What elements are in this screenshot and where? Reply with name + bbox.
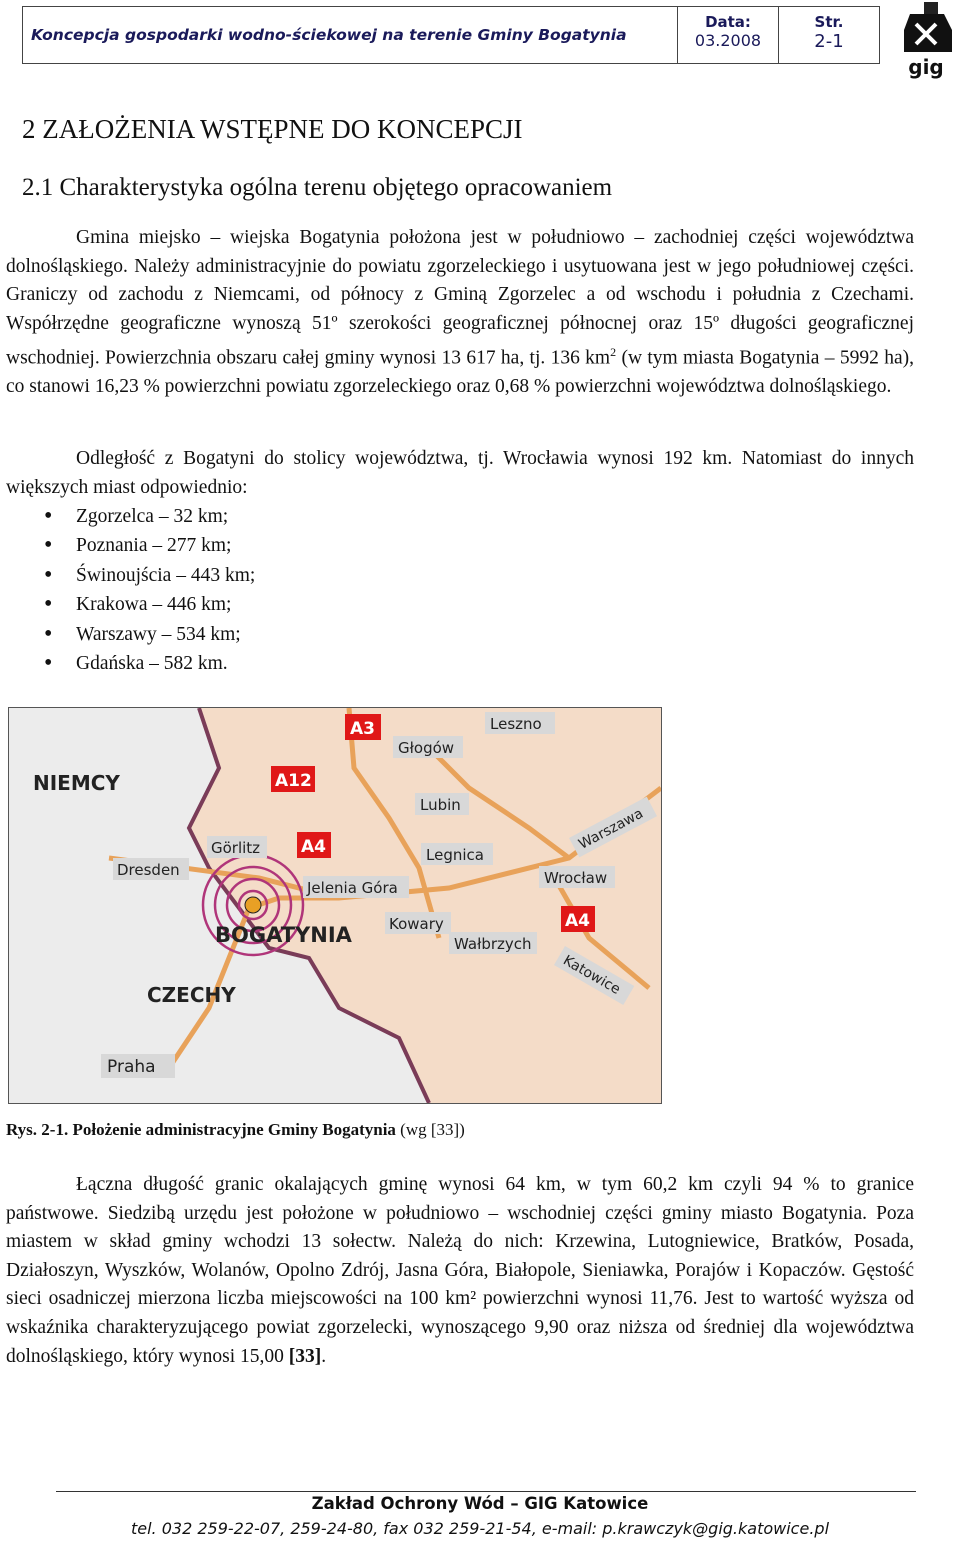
footer-organization: Zakład Ochrony Wód – GIG Katowice xyxy=(311,1494,649,1513)
label-lubin: Lubin xyxy=(420,796,461,814)
page-header xyxy=(22,6,880,64)
date-value: 03.2008 xyxy=(694,31,762,50)
para2-text: Odległość z Bogatyni do stolicy województwa, tj. Wrocławia wynosi 192 km. Natomiast do innych większych miast odpowiednio: xyxy=(6,448,914,498)
section-heading: 2.1 Charakterystyka ogólna terenu objętego opracowaniem xyxy=(22,174,613,201)
road-badge-a4-east: A4 xyxy=(565,911,590,931)
para3-text: Łączna długość granic okalających gminę wynosi 64 km, w tym 60,2 km czyli 94 % to granice państwowe. Siedzibą urzędu jest położone w południowo – wschodniej części gminy miasto Bogatynia. Poza miastem w skład gminy wchodzi 13 sołectw. Należą do nich: Krzewina, Lutogniewice, Bratków, Posada, Działoszyn, Wyszków, Wolanów, Opolno Zdrój, Jasna Góra, Białopole, Sieniawka, Porajów i Kopaczów. Gęstość sieci osadniczej mierzona liczba miejscowości na 100 km² powierzchni wynosi 11,76. Jest to wartość wyższa od wskaźnika charakteryzującego powiat zgorzelecki, wynoszącego 9,90 oraz niższa od średniej dla województwa dolnośląskiego, który wynosi 15,00 xyxy=(6,1174,914,1367)
page-number: 2-1 xyxy=(814,31,844,52)
page-label: Str. xyxy=(814,13,844,31)
figure-caption xyxy=(6,1120,465,1140)
label-praha: Praha xyxy=(107,1057,156,1077)
label-bogatynia: BOGATYNIA xyxy=(215,923,352,947)
road-badge-a12: A12 xyxy=(275,771,312,791)
label-germany: NIEMCY xyxy=(33,771,120,795)
label-warszawa: Warszawa xyxy=(576,805,646,853)
road-badge-a4: A4 xyxy=(301,837,326,857)
gig-logo xyxy=(896,0,956,80)
paragraph-distances xyxy=(6,445,914,502)
caption-bold: Rys. 2-1. Położenie administracyjne Gminy Bogatynia xyxy=(6,1120,396,1139)
para3-end: . xyxy=(321,1345,327,1367)
label-czechia: CZECHY xyxy=(147,983,236,1007)
paragraph-borders xyxy=(6,1171,914,1371)
list-item: • Zgorzelca – 32 km; xyxy=(6,502,255,531)
date-label: Data: xyxy=(705,13,751,31)
label-leszno: Leszno xyxy=(490,715,542,733)
page-cell xyxy=(779,7,879,63)
list-item: • Poznania – 277 km; xyxy=(6,531,255,560)
list-item: • Krakowa – 446 km; xyxy=(6,590,255,619)
label-katowice: Katowice xyxy=(560,952,623,998)
chapter-heading: 2 ZAŁOŻENIA WSTĘPNE DO KONCEPCJI xyxy=(22,114,523,144)
label-jelenia-gora: Jelenia Góra xyxy=(307,879,398,897)
label-gorlitz: Görlitz xyxy=(211,839,261,857)
label-legnica: Legnica xyxy=(426,846,484,864)
caption-rest: (wg [33]) xyxy=(395,1120,465,1139)
label-glogow: Głogów xyxy=(398,739,455,757)
footer-contact: tel. 032 259-22-07, 259-24-80, fax 032 259-21-54, e-mail: p.krawczyk@gig.katowice.pl xyxy=(130,1519,830,1538)
document-title: Koncepcja gospodarki wodno-ściekowej na terenie Gminy Bogatynia xyxy=(23,7,678,63)
para1-first: Gmina miejsko – wiejska Bogatynia położona jest w południowo – zachodniej części województwa dolnośląskiego. Należy administracyjnie do powiatu zgorzeleckiego i usytuowana jest w jego południowej części. Graniczy od zachodu z Niemcami, od północy z Gminą Zgorzelec a od wschodu i południa z Czechami. Współrzędne geograficzne wynoszą 51º szerokości geograficznej północnej oraz 15º długości geograficznej wschodniej. Powierzchnia obszaru całej gminy wynosi 13 617 ha, tj. 136 km xyxy=(6,227,914,369)
para1-rest: (w tym miasta Bogatynia – 5992 ha), co stanowi 16,23 % powierzchni powiatu zgorzeleckiego oraz 0,68 % powierzchni województwa dolnośląskiego. xyxy=(6,347,914,398)
logo-text: gig xyxy=(908,55,944,79)
list-item: • Warszawy – 534 km; xyxy=(6,620,255,649)
label-dresden: Dresden xyxy=(117,861,180,879)
road-badge-a3: A3 xyxy=(350,719,375,739)
paragraph-location xyxy=(6,224,914,402)
para1-sup: 2 xyxy=(610,345,617,360)
distance-list xyxy=(6,502,255,678)
footer-rule xyxy=(56,1491,916,1492)
list-item: • Świnoujścia – 443 km; xyxy=(6,561,255,590)
date-cell xyxy=(678,7,779,63)
list-item: • Gdańska – 582 km. xyxy=(6,649,255,678)
para3-ref: [33] xyxy=(288,1345,322,1367)
label-walbrzych: Wałbrzych xyxy=(454,935,532,953)
bogatynia-dot xyxy=(245,897,261,913)
location-map xyxy=(8,707,662,1104)
label-wroclaw: Wrocław xyxy=(544,869,608,887)
label-kowary: Kowary xyxy=(389,915,444,933)
